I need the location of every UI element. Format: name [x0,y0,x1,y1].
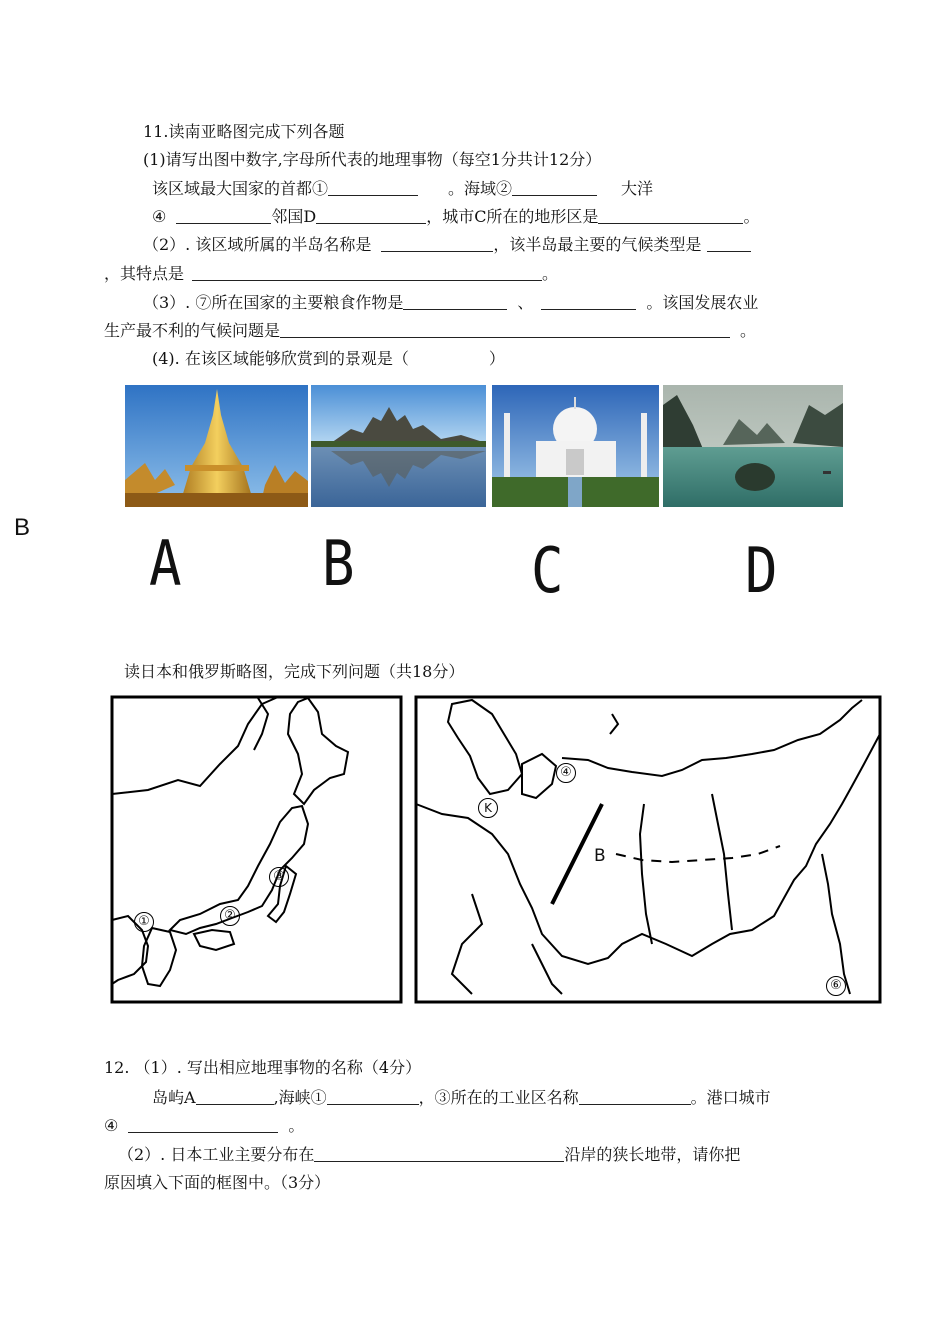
answer-blank[interactable] [196,1088,274,1105]
answer-blank[interactable] [707,235,751,252]
russia-map [412,694,882,1010]
answer-blank[interactable] [128,1116,278,1133]
text: 。 [743,207,760,226]
taj-mahal-image [492,385,659,507]
text: 岛屿A [152,1088,196,1107]
q11-line1 [152,179,653,199]
text: ④ [152,207,167,226]
text: （3）. ⑦所在国家的主要粮食作物是 [143,293,404,312]
text: 沿岸的狭长地带，请你把 [564,1145,741,1164]
answer-blank[interactable] [512,179,597,196]
answer-blank[interactable] [598,207,743,224]
text: （2）. 该区域所属的半岛名称是 [143,235,372,254]
karst-bay-image [663,385,843,507]
answer-blank[interactable] [280,321,730,338]
text: 。 [542,264,559,283]
text: 邻国D [271,207,317,226]
answer-blank[interactable] [541,293,636,310]
answer-blank[interactable] [579,1088,691,1105]
photo-label-d: D [745,534,778,607]
text: 大洋 [621,179,654,198]
japan-label-3: ③ [269,867,289,887]
q12-line1: 12. （1）. 写出相应地理事物的名称（4分） [104,1058,422,1077]
temple-reflection-image [311,385,486,507]
answer-blank[interactable] [403,293,507,310]
text: 。 [288,1116,305,1135]
text: 该区域最大国家的首都① [152,179,329,198]
text: 。该国发展农业 [646,293,759,312]
russia-label-b: B [594,846,606,866]
russia-label-4: ④ [556,763,576,783]
text: 。港口城市 [690,1088,771,1107]
text: ，城市C所在的地形区是 [426,207,599,226]
text: ,海峡① [273,1088,327,1107]
japan-map [108,694,404,1010]
answer-blank[interactable] [328,179,418,196]
text: ，该半岛最主要的气候类型是 [493,235,702,254]
answer-blank[interactable] [176,207,271,224]
japan-label-1: ① [134,912,154,932]
russia-label-k: K [478,798,498,818]
japan-label-2: ② [220,906,240,926]
text: ，③所在的工业区名称 [418,1088,579,1107]
side-letter: B [14,514,31,541]
answer-blank[interactable] [316,207,426,224]
q11-line2 [152,207,759,227]
photo-label-c: C [531,534,564,607]
q11-line5 [143,293,758,313]
text: ，其特点是 [104,264,185,283]
photo-label-b: B [322,527,355,600]
q11-sub1: (1)请写出图中数字,字母所代表的地理事物（每空1分共计12分） [143,150,602,169]
q12-line2 [152,1088,771,1108]
golden-pagoda-image [125,385,308,507]
answer-blank[interactable] [327,1088,419,1105]
text: 。海域② [448,179,513,198]
russia-label-6: ⑥ [826,976,846,996]
text: 。 [740,321,757,340]
answer-blank[interactable] [192,264,542,281]
photo-label-a: A [149,527,182,600]
q11-title: 11.读南亚略图完成下列各题 [143,122,345,141]
q12-line4 [118,1145,740,1165]
text: 生产最不利的气候问题是 [104,321,281,340]
answer-blank[interactable] [314,1145,564,1162]
answer-blank[interactable] [381,235,493,252]
q12-line5: 原因填入下面的框图中。（3分） [104,1173,331,1192]
text: 、 [517,293,534,312]
q11-line3 [143,235,751,255]
q12-line3 [104,1116,304,1136]
q12-intro: 读日本和俄罗斯略图，完成下列问题（共18分） [124,662,465,681]
q11-line4 [104,264,558,284]
q11-line6 [104,321,756,341]
text: ④ [104,1116,119,1135]
text: （2）. 日本工业主要分布在 [118,1145,315,1164]
q11-line7: (4). 在该区域能够欣赏到的景观是（ ） [152,349,505,368]
